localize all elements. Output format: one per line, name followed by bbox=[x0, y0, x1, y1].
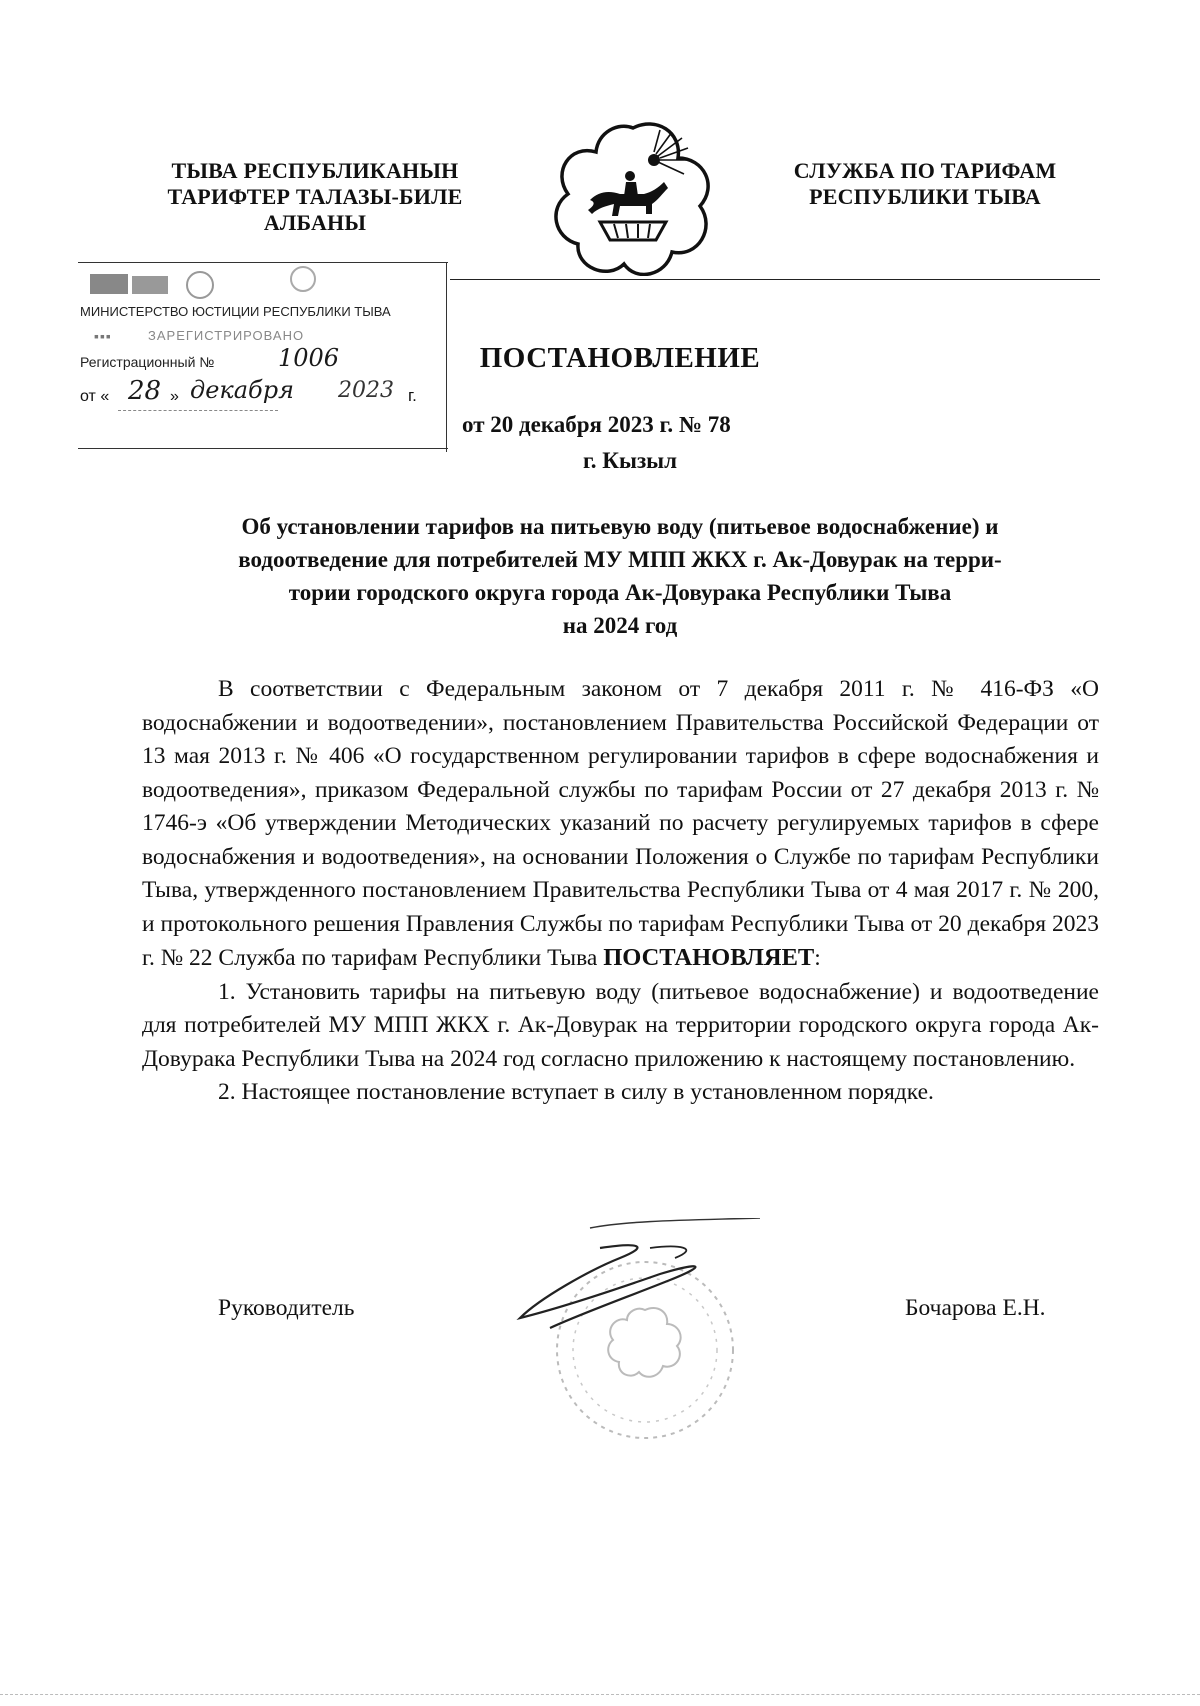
subject-line-1: Об установлении тарифов на питьевую воду (питьевое водоснабжение) и bbox=[241, 514, 999, 539]
registration-stamp: МИНИСТЕРСТВО ЮСТИЦИИ РЕСПУБЛИКИ ТЫВА ▪▪▪ ЗАРЕГИСТРИРОВАНО Регистрационный № 1006 от « 28 » декабря 2023 г. bbox=[78, 258, 456, 458]
tuva-coat-of-arms-icon bbox=[548, 118, 718, 276]
stamp-date-year: 2023 bbox=[338, 378, 394, 403]
issuer-russian-line-2: РЕСПУБЛИКИ ТЫВА bbox=[809, 184, 1041, 209]
stamp-date-prefix: от « bbox=[80, 388, 110, 405]
document-date-number: от 20 декабря 2023 г. № 78 bbox=[462, 412, 731, 437]
stamp-date-underline bbox=[118, 410, 278, 411]
stamp-noise-icon bbox=[88, 268, 228, 302]
subject-line-2: водоотведение для потребителей МУ МПП ЖКХ г. Ак-Довурак на терри- bbox=[238, 547, 1002, 572]
document-subject bbox=[140, 510, 1100, 642]
header-divider bbox=[450, 279, 1100, 280]
stamp-reg-label: Регистрационный № bbox=[80, 354, 215, 370]
issuer-name-tuvan bbox=[150, 158, 480, 236]
stamp-ministry: МИНИСТЕРСТВО ЮСТИЦИИ РЕСПУБЛИКИ ТЫВА bbox=[80, 304, 391, 319]
scan-edge bbox=[0, 1694, 1200, 1695]
stamp-date-day: 28 bbox=[128, 376, 162, 406]
stamp-date-suffix: г. bbox=[408, 386, 417, 405]
stamp-date-mid: » bbox=[170, 388, 179, 405]
document-type: ПОСТАНОВЛЕНИЕ bbox=[479, 342, 761, 374]
stamp-status: ЗАРЕГИСТРИРОВАНО bbox=[148, 328, 305, 343]
subject-line-3: тории городского округа города Ак-Довурака Республики Тыва bbox=[288, 580, 952, 605]
preamble-paragraph bbox=[142, 673, 1099, 976]
issuer-russian-line-1: СЛУЖБА ПО ТАРИФАМ bbox=[793, 158, 1057, 183]
issuer-tuvan-line-3: АЛБАНЫ bbox=[263, 210, 367, 235]
stamp-date-month: декабря bbox=[190, 376, 294, 404]
issuer-name-russian bbox=[770, 158, 1080, 210]
signatory-title: Руководитель bbox=[218, 1295, 355, 1321]
document-city: г. Кызыл bbox=[582, 448, 678, 473]
handwritten-signature-icon bbox=[500, 1218, 780, 1468]
subject-line-4: на 2024 год bbox=[562, 613, 678, 638]
issuer-tuvan-line-1: ТЫВА РЕСПУБЛИКАНЫН bbox=[171, 158, 459, 183]
issuer-tuvan-line-2: ТАРИФТЕР ТАЛАЗЫ-БИЛЕ bbox=[167, 184, 463, 209]
decree-colon: : bbox=[814, 945, 821, 971]
document-body bbox=[142, 673, 1099, 1110]
preamble-text: В соответствии с Федеральным законом от 7 декабря 2011 г. № 416-ФЗ «О водоснабжении и водоотведении», постановлением Правительства Российской Федерации от 13 мая 2013 г. № 406 «О государственном регулировании тарифов в сфере водоснабжения и водоотведения», приказом Федеральной службы по тарифам России от 27 декабря 2013 г. № 1746-э «Об утверждении Методических указаний по расчету регулируемых тарифов в сфере водоснабжения и водоотведения», на основании Положения о Службе по тарифам Республики Тыва, утвержденного постановлением Правительства Республики Тыва от 4 мая 2017 г. № 200, и протокольного решения Правления Службы по тарифам Республики Тыва от 20 декабря 2023 г. № 22 Служба по тарифам Республики Тыва bbox=[142, 676, 1099, 971]
stamp-emblem-icon bbox=[273, 264, 333, 294]
item-1: 1. Установить тарифы на питьевую воду (питьевое водоснабжение) и водоотведение для потребителей МУ МПП ЖКХ г. Ак-Довурак на территории городского округа города Ак-Довурака Республики Тыва на 2024 год согласно приложению к настоящему постановлению. bbox=[142, 978, 1099, 1072]
decree-word: ПОСТАНОВЛЯЕТ bbox=[603, 944, 815, 971]
signatory-name: Бочарова Е.Н. bbox=[905, 1295, 1046, 1321]
item-2: 2. Настоящее постановление вступает в силу в установленном порядке. bbox=[218, 1079, 934, 1105]
stamp-reg-number: 1006 bbox=[278, 344, 340, 372]
